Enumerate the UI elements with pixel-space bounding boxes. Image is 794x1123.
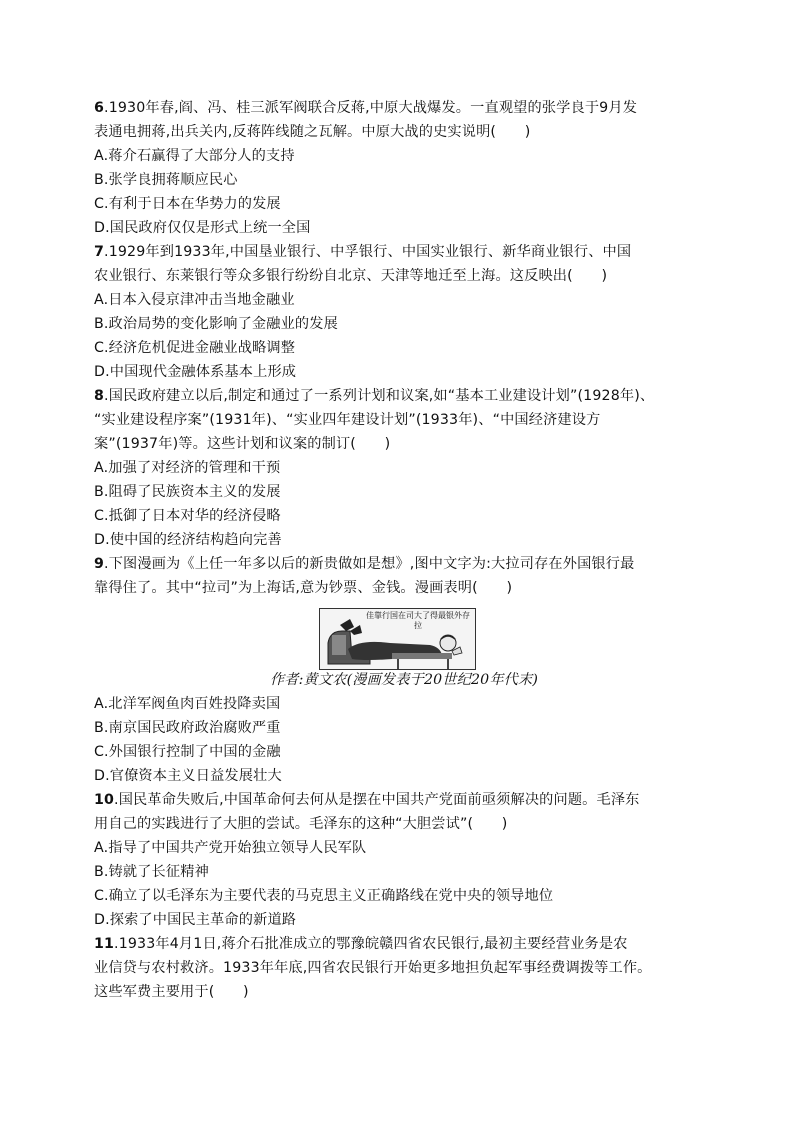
question-6 (94, 96, 714, 240)
option-b[interactable]: B.铸就了长征精神 (94, 864, 209, 880)
option-a[interactable]: A.加强了对经济的管理和干预 (94, 460, 281, 476)
question-stem-line: 这些军费主要用于( ) (94, 984, 249, 1000)
question-stem-line: 表通电拥蒋,出兵关内,反蒋阵线随之瓦解。中原大战的史实说明( ) (94, 124, 531, 140)
question-stem-line: 用自己的实践进行了大胆的尝试。毛泽东的这种“大胆尝试”( ) (94, 816, 508, 832)
question-stem-line: 案”(1937年)等。这些计划和议案的制订( ) (94, 436, 391, 452)
question-9 (94, 552, 714, 788)
option-d[interactable]: D.国民政府仅仅是形式上统一全国 (94, 220, 311, 236)
question-number: 6 (94, 100, 105, 116)
question-stem-line: “实业建设程序案”(1931年)、“实业四年建设计划”(1933年)、“中国经济建设方 (94, 412, 601, 428)
question-stem-line (94, 932, 714, 956)
option-d[interactable]: D.中国现代金融体系基本上形成 (94, 364, 297, 380)
option-c[interactable]: C.经济危机促进金融业战略调整 (94, 340, 296, 356)
option-a[interactable]: A.蒋介石赢得了大部分人的支持 (94, 148, 295, 164)
option-d[interactable]: D.探索了中国民主革命的新道路 (94, 912, 297, 928)
option-a[interactable]: A.日本入侵京津冲击当地金融业 (94, 292, 295, 308)
question-stem-line (94, 788, 714, 812)
option-a[interactable]: A.指导了中国共产党开始独立领导人民军队 (94, 840, 367, 856)
question-stem-line (94, 96, 714, 120)
stem-text: .国民革命失败后,中国革命何去何从是摆在中国共产党面前亟须解决的问题。毛泽东 (114, 792, 640, 808)
option-d[interactable]: D.官僚资本主义日益发展壮大 (94, 768, 282, 784)
exam-page (94, 96, 714, 1004)
option-b[interactable]: B.政治局势的变化影响了金融业的发展 (94, 316, 338, 332)
question-stem-line: 农业银行、东莱银行等众多银行纷纷自北京、天津等地迁至上海。这反映出( ) (94, 268, 608, 284)
option-d[interactable]: D.使中国的经济结构趋向完善 (94, 532, 282, 548)
question-8 (94, 384, 714, 552)
option-c[interactable]: C.有利于日本在华势力的发展 (94, 196, 281, 212)
question-number: 8 (94, 388, 105, 404)
stem-text: .1933年4月1日,蒋介石批准成立的鄂豫皖赣四省农民银行,最初主要经营业务是农 (114, 936, 628, 952)
figure-caption: 作者:黄文农(漫画发表于20世纪20年代末) (269, 672, 539, 688)
question-7 (94, 240, 714, 384)
option-c[interactable]: C.抵御了日本对华的经济侵略 (94, 508, 281, 524)
cartoon-image (319, 608, 476, 670)
option-b[interactable]: B.南京国民政府政治腐败严重 (94, 720, 281, 736)
question-number: 7 (94, 244, 105, 260)
question-stem-line (94, 240, 714, 264)
question-stem-line: 靠得住了。其中“拉司”为上海话,意为钞票、金钱。漫画表明( ) (94, 580, 513, 596)
question-number: 11 (94, 936, 115, 952)
question-stem-line: 业信贷与农村救济。1933年年底,四省农民银行开始更多地担负起军事经费调拨等工作。 (94, 960, 652, 976)
cartoon-speech-text: 佳靠行国在司大了得最银外存拉 (366, 611, 470, 630)
stem-text: .1930年春,阎、冯、桂三派军阀联合反蒋,中原大战爆发。一直观望的张学良于9月发 (104, 100, 638, 116)
stem-text: .1929年到1933年,中国垦业银行、中孚银行、中国实业银行、新华商业银行、中国 (104, 244, 632, 260)
question-number: 9 (94, 556, 105, 572)
option-a[interactable]: A.北洋军阀鱼肉百姓投降卖国 (94, 696, 281, 712)
question-number: 10 (94, 792, 115, 808)
option-b[interactable]: B.阻碍了民族资本主义的发展 (94, 484, 281, 500)
question-stem-line (94, 552, 714, 576)
question-11 (94, 932, 714, 1004)
cartoon-figure (94, 600, 714, 668)
question-10 (94, 788, 714, 932)
option-c[interactable]: C.确立了以毛泽东为主要代表的马克思主义正确路线在党中央的领导地位 (94, 888, 554, 904)
stem-text: .国民政府建立以后,制定和通过了一系列计划和议案,如“基本工业建设计划”(1928年)、 (104, 388, 655, 404)
question-stem-line (94, 384, 714, 408)
option-c[interactable]: C.外国银行控制了中国的金融 (94, 744, 281, 760)
stem-text: .下图漫画为《上任一年多以后的新贵做如是想》,图中文字为:大拉司存在外国银行最 (104, 556, 635, 572)
option-b[interactable]: B.张学良拥蒋顺应民心 (94, 172, 238, 188)
